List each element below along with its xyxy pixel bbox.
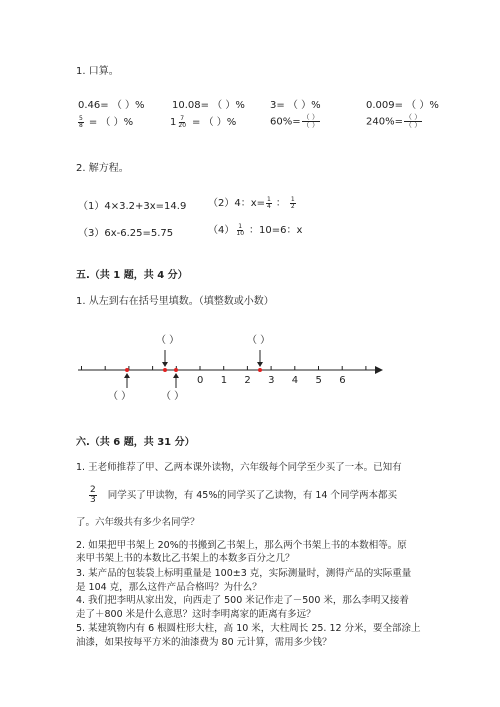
blank-bottom-1: （ ） (108, 391, 132, 402)
oral-calc-6: 1 $\frac{7}{20}$ = （ ）% (170, 114, 237, 129)
q5-line1: 5. 某建筑物内有 6 根圆柱形大柱，高 10 米，大柱周长 25. 12 分米，要全部涂上 (76, 623, 421, 634)
blank-bottom-2: （ ） (161, 391, 185, 402)
q3-line1: 3. 某产品的包装袋上标明重量是 100±3 克，实际测量时，测得产品的实际重量 (76, 568, 412, 579)
fraction: $\frac{1}{4}$ (267, 195, 271, 210)
q1-line2: $\frac{2}{3}$ 同学买了甲读物，有 45%的同学买了乙读物，有 14 个同学两本都买 (90, 485, 397, 505)
arrow-tip (173, 373, 179, 378)
tick-labels (197, 375, 346, 386)
oral-calc-2: 10.08= （ ）% (172, 100, 245, 111)
tick-label: 5 (315, 375, 322, 386)
point-left-1 (125, 368, 129, 372)
point-left-2 (163, 368, 167, 372)
fraction: $\frac{1}{2}$ (290, 195, 295, 210)
section6-heading: 六.（共 6 题，共 31 分） (76, 437, 195, 448)
equation-3: （3）6x-6.25=5.75 (78, 228, 174, 239)
q3-line2: 是 104 克，那么这件产品合格吗？为什么？ (76, 582, 262, 593)
tick-label: 1 (220, 375, 228, 386)
blank-top-2: （ ） (247, 335, 271, 346)
arrow-tip (162, 362, 168, 367)
tick-label: 0 (197, 375, 204, 386)
section2-title: 2. 解方程。 (76, 163, 129, 174)
fraction: $\frac{1}{10}$ (236, 222, 245, 237)
equation-2: （2）4：x= $\frac{1}{4}$ ： $\frac{1}{2}$ (208, 195, 295, 210)
equation-1: （1）4×3.2+3x=14.9 (78, 201, 187, 212)
equation-4: （4） $\frac{1}{10}$ ：10=6：x (208, 222, 303, 237)
fraction: $\frac{( )}{( )}$ (404, 113, 422, 129)
oral-calc-7: 60%= $\frac{( )}{( )}$ (270, 113, 319, 129)
blank-top-1: （ ） (156, 335, 180, 346)
tick-marks (82, 366, 366, 370)
oral-calc-8: 240%= $\frac{( )}{( )}$ (366, 113, 422, 129)
number-line (70, 325, 390, 405)
point-left-3 (174, 368, 178, 372)
point-right (258, 368, 262, 372)
section1-title: 1. 口算。 (76, 66, 119, 77)
fraction: $\frac{7}{20}$ (178, 114, 187, 129)
section5-question: 1. 从左到右在括号里填数。（填整数或小数） (76, 296, 274, 307)
q4-line1: 4. 我们把李明从家出发，向西走了 500 米记作走了－500 米，那么李明又接着 (76, 595, 409, 606)
tick-label: 4 (291, 375, 299, 386)
fraction: $\frac{( )}{( )}$ (302, 113, 319, 129)
q4-line2: 走了＋800 米是什么意思？这时李明离家的距离有多远？ (76, 609, 316, 620)
fraction: $\frac{2}{3}$ (90, 485, 96, 505)
tick-label: 2 (244, 375, 251, 386)
q5-line2: 油漆，如果按每平方米的油漆费为 80 元计算，需用多少钱？ (76, 637, 332, 648)
arrow-tip (124, 373, 130, 378)
section5-heading: 五.（共 1 题，共 4 分） (76, 270, 188, 281)
arrow-head-icon (375, 366, 383, 374)
oral-calc-5: $\frac{5}{8}$ = （ ）% (79, 114, 134, 129)
q2-line2: 来甲书架上书的本数比乙书架上的本数多百分之几？ (76, 553, 295, 564)
oral-calc-3: 3= （ ）% (270, 100, 321, 111)
q1-line3: 了。六年级共有多少名同学？ (76, 517, 200, 528)
oral-calc-1: 0.46= （ ）% (78, 100, 145, 111)
tick-label: 3 (268, 375, 275, 386)
arrow-tip (257, 362, 263, 367)
tick-label: 6 (339, 375, 346, 386)
q2-line1: 2. 如果把甲书架上 20%的书搬到乙书架上，那么两个书架上书的本数相等。原 (76, 540, 407, 551)
q1-line1: 1. 王老师推荐了甲、乙两本课外读物，六年级每个同学至少买了一本。已知有 (76, 462, 402, 473)
oral-calc-4: 0.009= （ ）% (366, 100, 439, 111)
fraction: $\frac{5}{8}$ (79, 114, 83, 129)
